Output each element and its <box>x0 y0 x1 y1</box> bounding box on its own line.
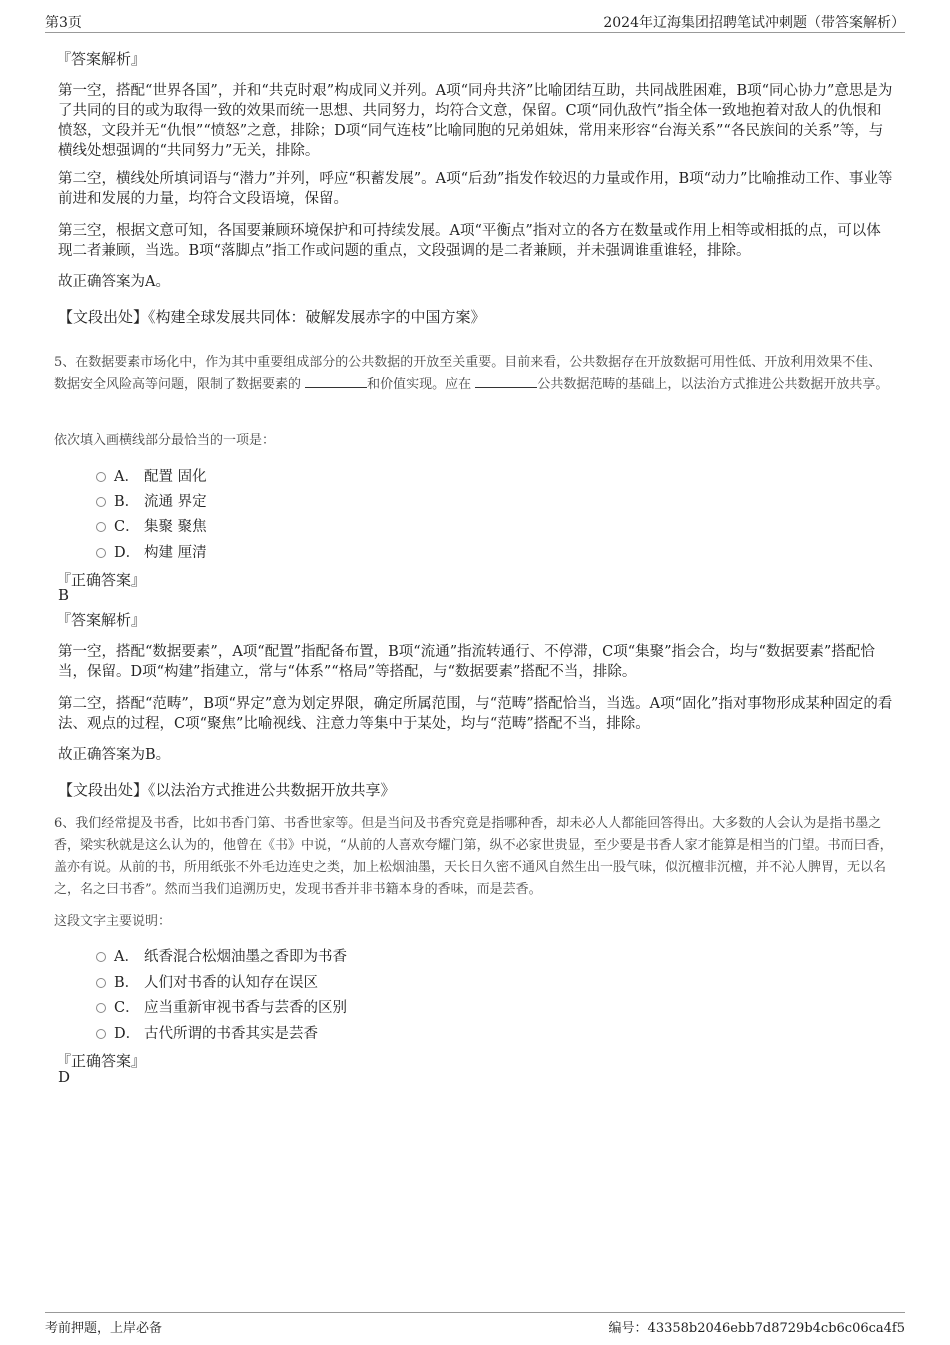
q5-correct-answer: B <box>58 586 70 604</box>
page-header <box>45 0 905 33</box>
q4-conclusion: 故正确答案为A。 <box>58 274 170 290</box>
q5-option-c[interactable]: C． 集聚 聚焦 <box>96 515 207 536</box>
q6-prompt: 这段文字主要说明： <box>54 914 172 929</box>
q6-option-c[interactable]: C． 应当重新审视书香与芸香的区别 <box>96 996 347 1017</box>
q5-stem-part-b: 和价值实现。应在 <box>367 377 472 392</box>
radio-icon[interactable] <box>96 548 106 558</box>
q5-blank-1 <box>305 375 367 388</box>
document-title: 2024年辽海集团招聘笔试冲刺题（带答案解析） <box>603 15 905 31</box>
q5-source: 【文段出处】《以法治方式推进公共数据开放共享》 <box>58 781 396 799</box>
q4-analysis-p2: 第二空，横线处所填词语与“潜力”并列，呼应“积蓄发展”。A项“后劲”指发作较迟的力量或作用，B项“动力”比喻推动工作、事业等前进和发展的力量，均符合文段语境，保留。 <box>58 171 893 207</box>
q6-correct-label: 『正确答案』 <box>56 1052 147 1070</box>
q4-analysis-label: 『答案解析』 <box>56 50 147 68</box>
q5-analysis-p1: 第一空，搭配“数据要素”，A项“配置”指配备布置，B项“流通”指流转通行、不停滞，C项“集聚”指会合，均与“数据要素”搭配恰当，保留。D项“构建”指建立，常与“体系”“格局”等搭配，与“数据要素”搭配不当，排除。 <box>58 644 875 680</box>
q5-stem <box>54 352 894 396</box>
radio-icon[interactable] <box>96 978 106 988</box>
q4-source: 【文段出处】《构建全球发展共同体：破解发展赤字的中国方案》 <box>58 308 486 326</box>
q6-option-b[interactable]: B． 人们对书香的认知存在误区 <box>96 971 318 992</box>
q4-analysis-p1: 第一空，搭配“世界各国”，并和“共克时艰”构成同义并列。A项“同舟共济”比喻团结互助，共同战胜困难，B项“同心协力”意思是为了共同的目的或为取得一致的效果而统一思想、共同努力，均符合文意，保留。C项“同仇敌忾”指全体一致地抱着对敌人的仇恨和愤怒，文段并无“仇恨”“愤怒”之意，排除；D项“同气连枝”比喻同胞的兄弟姐妹，常用来形容“台海关系”“各民族间的关系”等，与横线处想强调的“共同努力”无关，排除。 <box>58 83 893 159</box>
q5-option-a[interactable]: A． 配置 固化 <box>96 465 207 486</box>
page-footer <box>45 1312 905 1336</box>
q6-correct-answer: D <box>58 1068 71 1086</box>
q5-conclusion: 故正确答案为B。 <box>58 747 171 763</box>
radio-icon[interactable] <box>96 1003 106 1013</box>
q5-stem-part-c: 公共数据范畴的基础上，以法治方式推进公共数据开放共享。 <box>537 377 889 392</box>
footer-slogan: 考前押题，上岸必备 <box>45 1321 163 1336</box>
q5-analysis-label: 『答案解析』 <box>56 611 147 629</box>
q5-prompt: 依次填入画横线部分最恰当的一项是： <box>54 433 276 448</box>
q5-analysis-p2: 第二空，搭配“范畴”，B项“界定”意为划定界限，确定所属范围，与“范畴”搭配恰当，当选。A项“固化”指对事物形成某种固定的看法、观点的过程，C项“聚焦”比喻视线、注意力等集中于某处，均与“范畴”搭配不当，排除。 <box>58 696 893 732</box>
q6-option-a[interactable]: A． 纸香混合松烟油墨之香即为书香 <box>96 945 347 966</box>
q5-stem-part-a: 5、在数据要素市场化中，作为其中重要组成部分的公共数据的开放至关重要。目前来看，公共数据存在开放数据可用性低、开放利用效果不佳、数据安全风险高等问题，限制了数据要素的 <box>54 355 882 392</box>
q6-option-d[interactable]: D． 古代所谓的书香其实是芸香 <box>96 1022 318 1043</box>
q5-option-d[interactable]: D． 构建 厘清 <box>96 541 207 562</box>
q5-correct-label: 『正确答案』 <box>56 571 147 589</box>
radio-icon[interactable] <box>96 472 106 482</box>
radio-icon[interactable] <box>96 1029 106 1039</box>
q6-stem: 6、我们经常提及书香，比如书香门第、书香世家等。但是当问及书香究竟是指哪种香，却未必人人都能回答得出。大多数的人会认为是指书墨之香，梁实秋就是这么认为的，他曾在《书》中说，“从前的人喜欢夸耀门第，纵不必家世贵显，至少要是书香人家才能算是相当的门望。书而曰香，盖亦有说。从前的书，所用纸张不外毛边连史之类，加上松烟油墨，天长日久密不通风自然生出一股气味，似沉檀非沉檀，并不沁人脾胃，无以名之，名之曰书香”。然而当我们追溯历史，发现书香并非书籍本身的香味，而是芸香。 <box>54 816 893 897</box>
radio-icon[interactable] <box>96 497 106 507</box>
radio-icon[interactable] <box>96 522 106 532</box>
radio-icon[interactable] <box>96 952 106 962</box>
footer-serial: 编号：43358b2046ebb7d8729b4cb6c06ca4f5 <box>608 1321 905 1336</box>
q5-option-b[interactable]: B． 流通 界定 <box>96 490 207 511</box>
q4-analysis-p3: 第三空，根据文意可知，各国要兼顾环境保护和可持续发展。A项“平衡点”指对立的各方在数量或作用上相等或相抵的点，可以体现二者兼顾，当选。B项“落脚点”指工作或问题的重点，文段强调的是二者兼顾，并未强调谁重谁轻，排除。 <box>58 223 881 259</box>
q5-blank-2 <box>475 375 537 388</box>
page-number: 第3页 <box>45 15 82 31</box>
